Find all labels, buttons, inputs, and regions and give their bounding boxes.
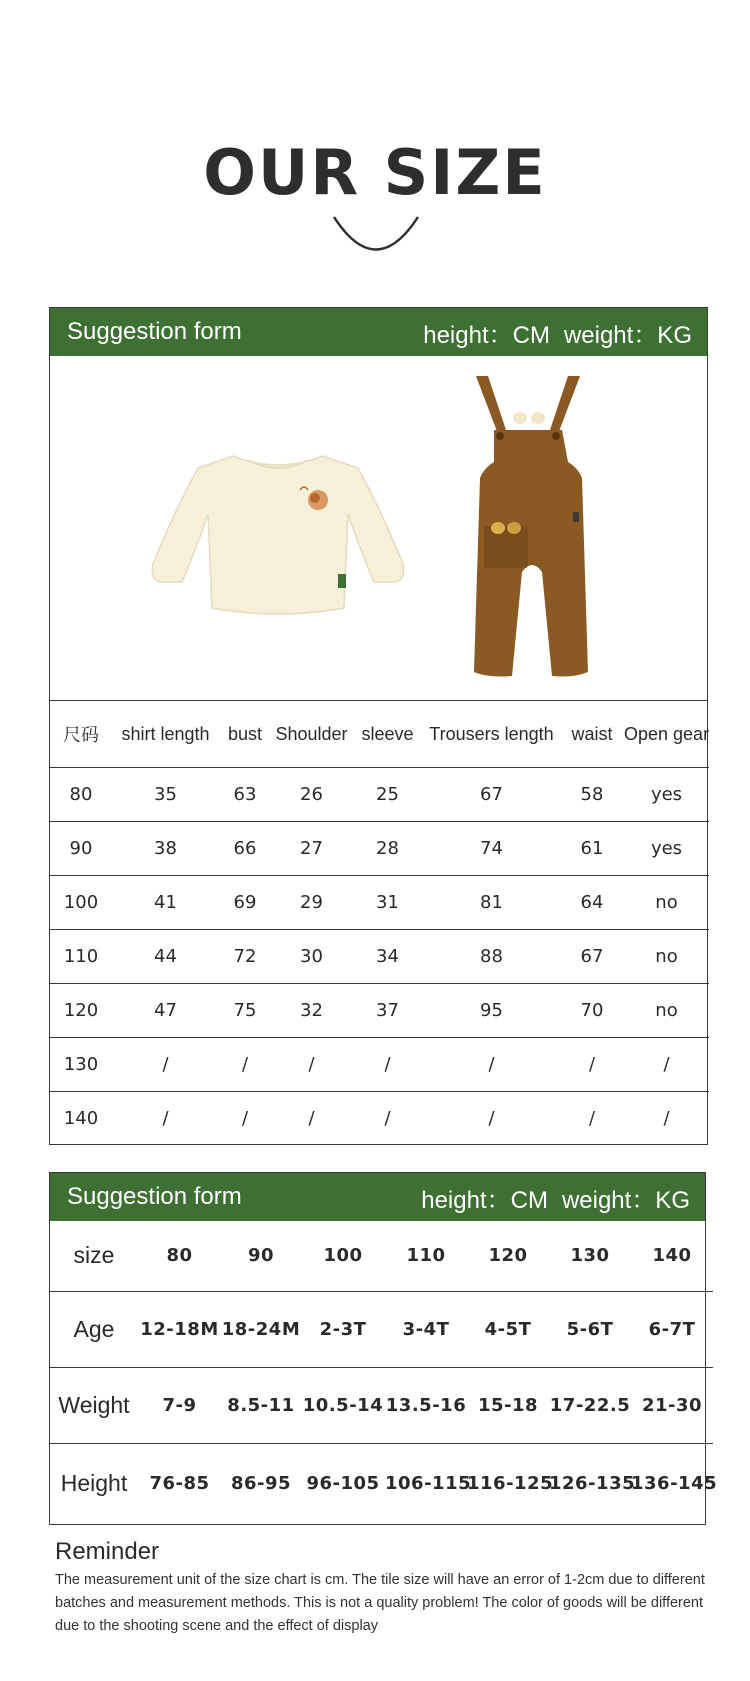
shirt-image <box>138 434 418 634</box>
table-cell: 95 <box>423 984 560 1038</box>
weight-unit: weight：KG <box>563 321 692 349</box>
table-cell: / <box>624 1038 709 1092</box>
row-label: Weight <box>50 1367 138 1443</box>
table-cell: 120 <box>467 1221 549 1291</box>
table-cell: 75 <box>219 984 271 1038</box>
table-cell: 106-115 <box>385 1472 472 1494</box>
size-measurement-table <box>50 701 709 1145</box>
size-chart-panel <box>49 307 708 1145</box>
table-cell: 32 <box>271 984 352 1038</box>
table-cell: 21-30 <box>631 1367 713 1443</box>
table-row <box>50 876 709 930</box>
table-cell: 4-5T <box>467 1291 549 1367</box>
table-cell: 90 <box>50 822 112 876</box>
table-cell: 28 <box>352 822 423 876</box>
panel-header-label: Suggestion form <box>67 318 242 345</box>
table-cell: 31 <box>352 876 423 930</box>
table-cell: 74 <box>423 822 560 876</box>
table-cell: / <box>588 1108 596 1129</box>
table-cell: yes <box>624 822 709 876</box>
table-cell: 96-105 <box>306 1472 380 1494</box>
table-cell: 126-135 <box>549 1472 636 1494</box>
header-cell: 尺码 <box>50 701 112 768</box>
table-cell: 3-4T <box>385 1291 467 1367</box>
weight-row <box>50 1367 713 1443</box>
table-cell: / <box>271 1038 352 1092</box>
table-cell: 140 <box>63 1108 99 1129</box>
table-row <box>50 822 709 876</box>
table-header-row <box>50 701 709 768</box>
table-cell: 80 <box>138 1221 221 1291</box>
panel-header-units <box>423 315 692 350</box>
table-cell: / <box>384 1108 391 1129</box>
table-row <box>50 984 709 1038</box>
table-cell: / <box>308 1108 315 1129</box>
header-cell: shirt length <box>112 701 219 768</box>
table-row <box>50 1038 709 1092</box>
table-cell: no <box>624 876 709 930</box>
table-cell: 41 <box>112 876 219 930</box>
table-cell: 37 <box>352 984 423 1038</box>
table-cell: 66 <box>219 822 271 876</box>
table-cell: / <box>663 1108 670 1129</box>
table-cell: 8.5-11 <box>221 1367 301 1443</box>
table-row <box>50 1092 709 1146</box>
page-title: OUR SIZE <box>203 136 547 209</box>
table-cell: 63 <box>219 768 271 822</box>
table-cell: 18-24M <box>221 1291 301 1367</box>
table-cell: 58 <box>560 768 624 822</box>
table-cell: 110 <box>50 930 112 984</box>
table-cell: 34 <box>352 930 423 984</box>
table-cell: 88 <box>423 930 560 984</box>
table-cell: 69 <box>219 876 271 930</box>
table-cell: 12-18M <box>138 1291 221 1367</box>
header-cell: sleeve <box>352 701 423 768</box>
table-cell: / <box>241 1108 249 1129</box>
header-cell: Trousers length <box>423 701 560 768</box>
table-cell: 72 <box>219 930 271 984</box>
size-row <box>50 1221 713 1291</box>
table-cell: 110 <box>385 1221 467 1291</box>
height-row <box>50 1443 713 1523</box>
table-cell: 90 <box>221 1221 301 1291</box>
table-cell: 64 <box>560 876 624 930</box>
table-cell: 70 <box>560 984 624 1038</box>
table-cell: no <box>624 984 709 1038</box>
table-cell: 26 <box>271 768 352 822</box>
age-row <box>50 1291 713 1367</box>
reminder-text: The measurement unit of the size chart is cm. The tile size will have an error of 1-2cm due to different batches and measurement methods. This is not a quality problem! The color of goods will be different due to the shooting scene and the effect of display <box>55 1572 705 1634</box>
table-cell: 27 <box>271 822 352 876</box>
table-cell: 80 <box>50 768 112 822</box>
table-cell: / <box>352 1038 423 1092</box>
table-cell: 7-9 <box>138 1367 221 1443</box>
table-cell: 120 <box>50 984 112 1038</box>
table-cell: 67 <box>423 768 560 822</box>
table-cell: 86-95 <box>230 1472 292 1494</box>
table-cell: / <box>423 1038 560 1092</box>
header-cell: Shoulder <box>271 701 352 768</box>
panel-header-label: Suggestion form <box>67 1183 242 1210</box>
table-cell: / <box>112 1038 219 1092</box>
header-cell: Open gear <box>624 701 709 768</box>
table-cell: 15-18 <box>467 1367 549 1443</box>
table-row <box>50 930 709 984</box>
table-cell: 140 <box>631 1221 713 1291</box>
table-cell: 13.5-16 <box>385 1367 467 1443</box>
age-weight-height-table <box>50 1221 718 1523</box>
table-cell: 100 <box>301 1221 385 1291</box>
age-recommendation-panel <box>49 1172 718 1525</box>
table-cell: 6-7T <box>631 1291 713 1367</box>
row-label: Height <box>60 1469 128 1496</box>
table-cell: 2-3T <box>301 1291 385 1367</box>
table-cell: 47 <box>112 984 219 1038</box>
reminder-title: Reminder <box>55 1538 160 1565</box>
smile-decoration <box>331 214 421 258</box>
table-cell: 5-6T <box>549 1291 631 1367</box>
table-cell: 130 <box>549 1221 631 1291</box>
row-label: Age <box>50 1291 138 1367</box>
table-cell: 81 <box>423 876 560 930</box>
table-row <box>50 768 709 822</box>
table-cell: / <box>560 1038 624 1092</box>
table-cell: 100 <box>50 876 112 930</box>
table-cell: / <box>488 1108 495 1129</box>
weight-unit: weight：KG <box>561 1186 690 1214</box>
table-cell: 61 <box>560 822 624 876</box>
height-unit: height：CM <box>423 321 550 349</box>
table-cell: 136-145 <box>631 1472 718 1494</box>
header-cell: bust <box>219 701 271 768</box>
table-cell: 44 <box>112 930 219 984</box>
table-cell: / <box>219 1038 271 1092</box>
table-cell: 67 <box>560 930 624 984</box>
table-cell: 76-85 <box>149 1472 210 1494</box>
product-images <box>50 356 707 701</box>
table-cell: 35 <box>112 768 219 822</box>
height-unit: height：CM <box>421 1186 548 1214</box>
table-cell: 29 <box>271 876 352 930</box>
table-cell: 30 <box>271 930 352 984</box>
row-label: size <box>50 1221 138 1291</box>
panel-header <box>50 308 707 356</box>
table-cell: / <box>162 1108 169 1129</box>
table-cell: yes <box>624 768 709 822</box>
header-cell: waist <box>560 701 624 768</box>
panel-header-units <box>421 1180 690 1215</box>
table-cell: no <box>624 930 709 984</box>
table-cell: 116-125 <box>467 1472 554 1494</box>
table-cell: 38 <box>112 822 219 876</box>
overalls-image <box>448 372 608 692</box>
table-cell: 25 <box>352 768 423 822</box>
table-cell: 17-22.5 <box>549 1367 631 1443</box>
table-cell: 10.5-14 <box>301 1367 385 1443</box>
table-cell: 130 <box>50 1038 112 1092</box>
panel-header <box>50 1173 705 1221</box>
